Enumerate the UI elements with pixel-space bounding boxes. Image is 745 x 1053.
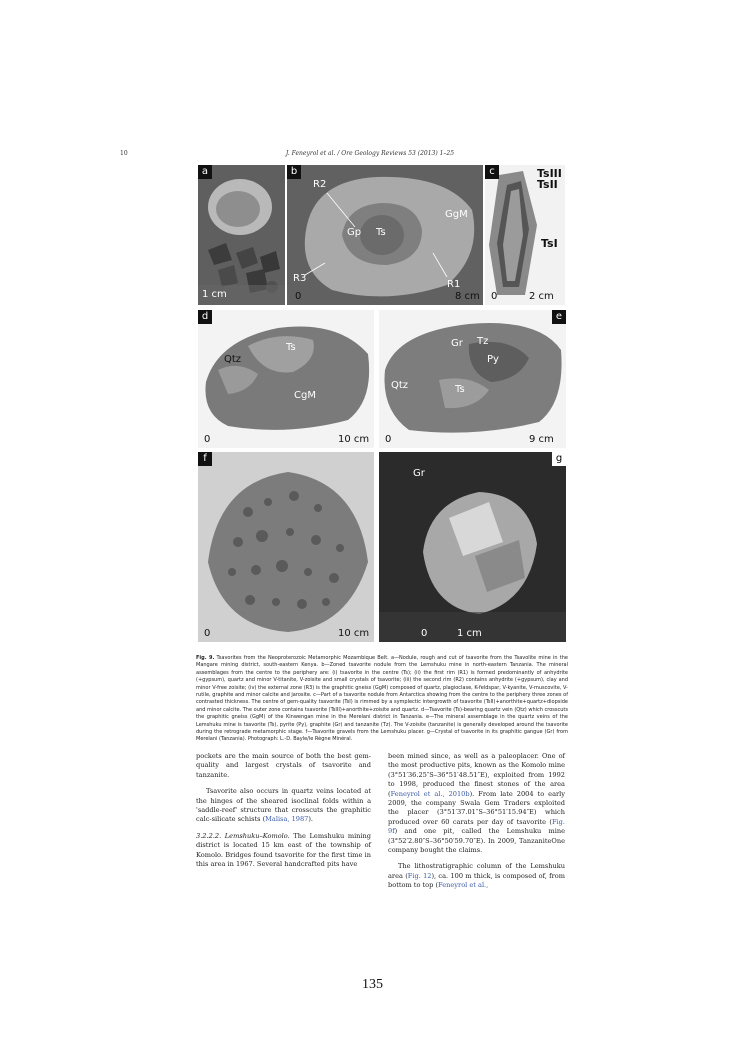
figure-link[interactable]: Fig. 12 (407, 871, 432, 880)
folio-page-number: 135 (362, 977, 383, 992)
right-column (388, 752, 565, 898)
section-heading: 3.2.2.2. Lemshuku–Komolo. (196, 831, 290, 840)
scale-label: 1 cm (202, 289, 227, 300)
panel-letter-f: f (198, 452, 212, 466)
scale-label: 10 cm (338, 628, 370, 639)
label-ts: Ts (286, 342, 296, 353)
label-ts: Ts (376, 227, 386, 238)
figure-caption (196, 655, 568, 744)
label-qtz: Qtz (391, 380, 409, 391)
left-column (196, 752, 371, 876)
label-tsii: TsII (537, 178, 558, 191)
panel-letter-g: g (552, 452, 566, 466)
label-ggm: GgM (445, 209, 468, 220)
label-gr: Gr (413, 468, 425, 479)
photo-tsavorite-quartz-vein (198, 310, 374, 448)
scale-zero: 0 (295, 291, 302, 302)
paragraph: pockets are the main source of both the best gem-quality and largest crystals of tsavorite and tanzanite. (196, 752, 371, 779)
running-header (120, 150, 620, 160)
figure-label: Fig. 9. (196, 655, 215, 661)
scale-zero: 0 (385, 434, 392, 445)
paragraph: 3.2.2.2. Lemshuku–Komolo. The Lemshuku mining district is located 15 km east of the township of Komolo. Bridges found tsavorite for the first time in this area in 1967. Several handcrafted pits have (196, 831, 372, 869)
label-tsi: TsI (541, 237, 558, 250)
scale-zero: 0 (204, 434, 211, 445)
label-ts: Ts (455, 384, 465, 395)
panel-letter-d: d (198, 310, 212, 324)
figure-panel-c (485, 165, 565, 305)
scale-label: 1 cm (457, 628, 482, 639)
scale-zero: 0 (491, 291, 498, 302)
label-r1: R1 (447, 279, 461, 290)
page-number: 10 (120, 150, 128, 157)
label-tsiii: TsIII (537, 167, 562, 180)
label-r3: R3 (293, 273, 307, 284)
photo-tsavorite-gravels (198, 452, 374, 642)
panel-letter-b: b (287, 165, 301, 179)
figure-panel-d (198, 310, 374, 448)
label-r2: R2 (313, 179, 327, 190)
label-gp: Gp (347, 227, 362, 238)
label-tz: Tz (477, 336, 489, 347)
figure-panel-b (287, 165, 483, 305)
citation-link[interactable]: Feneyrol et al., (438, 881, 489, 890)
label-gr: Gr (451, 338, 463, 349)
figure-link[interactable]: Fig. 9f (388, 817, 565, 836)
paragraph: Tsavorite also occurs in quartz veins located at the hinges of the sheared isoclinal folds within a 'saddle-reef' structure that crosscuts the graphitic calc-silicate schists (Malisa, 1987). (196, 787, 371, 824)
label-cgm: CgM (294, 390, 316, 401)
paragraph: The lithostratigraphic column of the Lemshuku area (Fig. 12), ca. 100 m thick, is composed of, from bottom to top (Feneyrol et al., (388, 862, 565, 890)
figure-panel-e (379, 310, 566, 448)
citation-link[interactable]: Malisa, 1987 (265, 815, 309, 824)
panel-letter-c: c (485, 165, 499, 179)
scale-label: 2 cm (529, 291, 554, 302)
scale-zero: 0 (204, 628, 211, 639)
paragraph: been mined since, as well as a paleoplacer. One of the most productive pits, known as the Komolo mine (3°51′36.25″S–36°51′48.51″E), exploited from 1992 to 1998, produced the finest stones of the area (Feneyrol et al., 2010b). From late 2004 to early 2009, the company Swala Gem Traders exploited the placer (3°51′37.01″S–36°51′15.94″E) which produced over 60 carats per day of tsavorite (Fig. 9f) and one pit, called the Lemshuku mine (3°52′2.80″S–36°50′59.70″E). In 2009, TanzaniteOne company bought the claims. (388, 752, 565, 855)
scale-zero: 0 (421, 628, 428, 639)
panel-letter-a: a (198, 165, 212, 179)
journal-citation: J. Feneyrol et al. / Ore Geology Reviews 53 (2013) 1–25 (285, 150, 455, 157)
scale-label: 10 cm (338, 434, 370, 445)
scale-label: 9 cm (529, 434, 554, 445)
figure-panel-a (198, 165, 285, 305)
figure-panel-g (379, 452, 566, 642)
caption-text: Tsavorites from the Neoproterozoic Metamorphic Mozambique Belt. a—Nodule, rough and cut of tsavorite from the Tsavolite mine in the Mangare mining district, south-eastern Kenya. b—Zoned tsavorite nodule from the Lemshuku mine in north-eastern Tanzania. The mineral assemblages from the centre to the periphery are: (i) tsavorite in the centre (Ts); (ii) the first rim (R1) is formed predominantly of anhydrite (+gypsum), quartz and minor V-titanite, V-zoisite and small crystals of tsavorite; (iii) the second rim (R2) contains anhydrite (+gypsum), clay and minor V-free zoisite; (iv) the external zone (R3) is the graphitic gneiss (GgM) composed of quartz, plagioclase, K-feldspar, V-kyanite, V-muscovite, V-rutile, graphite and minor calcite and jarosite. c—Part of a tsavorite nodule from Antarctica showing from the centre to the periphery three zones of contrasted thickness. The centre of gem-quality tsavorite (TsI) is rimmed by a symplectic intergrowth of tsavorite (TsII)+anorthite+quartz+diopside and minor calcite. The outer zone contains tsavorite (TsIII)+anorthite+zoisite and quartz. d—Tsavorite (Ts)-bearing quartz vein (Qtz) which crosscuts the graphitic gneiss (GgM) of the Kinwengan mine in the Merelani district in Tanzania. e—The mineral assemblage in the quartz veins of the Lemshuku mine is tsavorite (Ts), pyrite (Py), graphite (Gr) and tanzanite (Tz). The V-zoisite (tanzanite) is generally developed around the tsavorite during the retrograde metamorphic stage. f—Tsavorite gravels from the Lemshuku placer. g—Crystal of tsavorite in its graphitic gangue (Gr) from Merelani (Tanzania). Photograph: L.-D. Bayle/le Règne Minéral. (196, 655, 568, 743)
panel-letter-e: e (552, 310, 566, 324)
label-py: Py (487, 354, 499, 365)
photo-lemshuku-assemblage (379, 310, 566, 448)
label-qtz: Qtz (224, 354, 242, 365)
photo-rough-and-cut-tsavorite (198, 165, 285, 305)
scale-label: 8 cm (455, 291, 480, 302)
citation-link[interactable]: Feneyrol et al., 2010b (390, 789, 470, 798)
figure-panel-f (198, 452, 374, 642)
photo-tsavorite-crystal (379, 452, 566, 642)
